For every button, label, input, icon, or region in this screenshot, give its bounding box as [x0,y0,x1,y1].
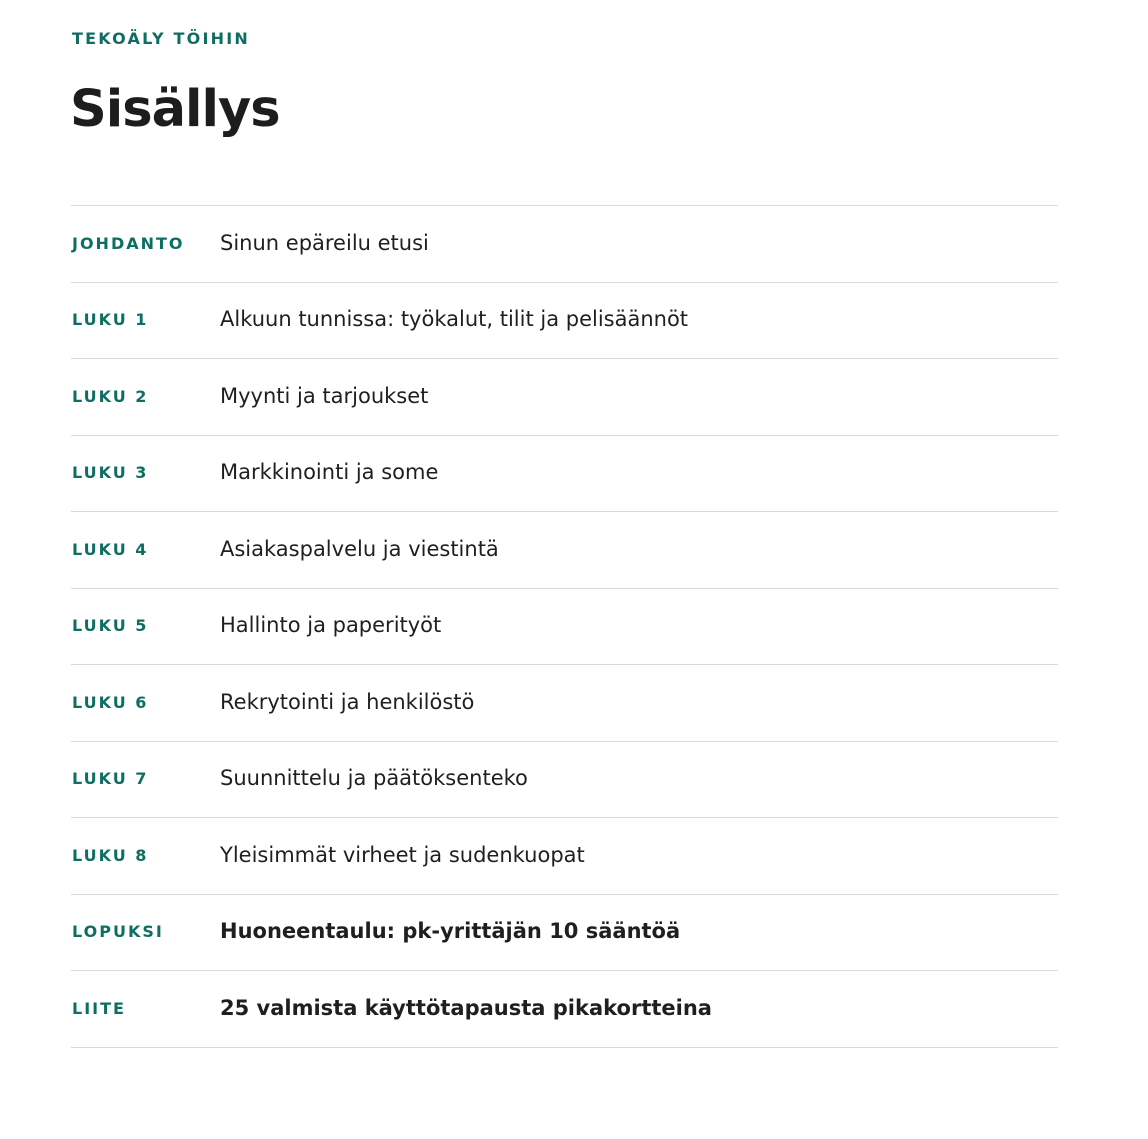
toc-label: LUKU 7 [72,769,149,789]
toc-title: Markkinointi ja some [220,460,439,485]
toc-title: Sinun epäreilu etusi [220,230,429,255]
toc-row-chapter-1[interactable] [71,283,1058,360]
toc-label: LUKU 5 [72,616,149,636]
page-title: Sisällys [70,80,280,139]
toc-title: Hallinto ja paperityöt [220,613,442,638]
toc-row-chapter-4[interactable] [71,512,1058,589]
toc-label: LIITE [72,998,126,1018]
toc-title: Yleisimmät virheet ja sudenkuopat [220,842,585,867]
toc-row-chapter-7[interactable] [71,742,1058,819]
toc-title: Huoneentaulu: pk-yrittäjän 10 sääntöä [220,919,681,944]
toc-title: 25 valmista käyttötapausta pikakortteina [220,995,712,1020]
toc-row-introduction[interactable] [71,206,1058,283]
toc-label: LUKU 1 [72,310,149,330]
toc-label: JOHDANTO [72,233,185,253]
toc-row-chapter-5[interactable] [71,589,1058,666]
toc-label: LUKU 8 [72,845,149,865]
toc-label: LOPUKSI [72,922,164,942]
toc-title: Alkuun tunnissa: työkalut, tilit ja pelisäännöt [220,307,689,332]
toc-title: Rekrytointi ja henkilöstö [220,689,475,714]
toc-label: LUKU 6 [72,692,149,712]
toc-row-appendix[interactable] [71,971,1058,1048]
toc-row-chapter-3[interactable] [71,436,1058,513]
table-of-contents [71,205,1058,1048]
book-title-eyebrow: TEKOÄLY TÖIHIN [72,29,250,48]
toc-title: Myynti ja tarjoukset [220,383,429,408]
toc-row-conclusion[interactable] [71,895,1058,972]
toc-row-chapter-8[interactable] [71,818,1058,895]
toc-label: LUKU 4 [72,539,149,559]
toc-label: LUKU 3 [72,463,149,483]
toc-title: Suunnittelu ja päätöksenteko [220,766,528,791]
toc-row-chapter-6[interactable] [71,665,1058,742]
toc-title: Asiakaspalvelu ja viestintä [220,536,499,561]
toc-label: LUKU 2 [72,386,149,406]
toc-row-chapter-2[interactable] [71,359,1058,436]
